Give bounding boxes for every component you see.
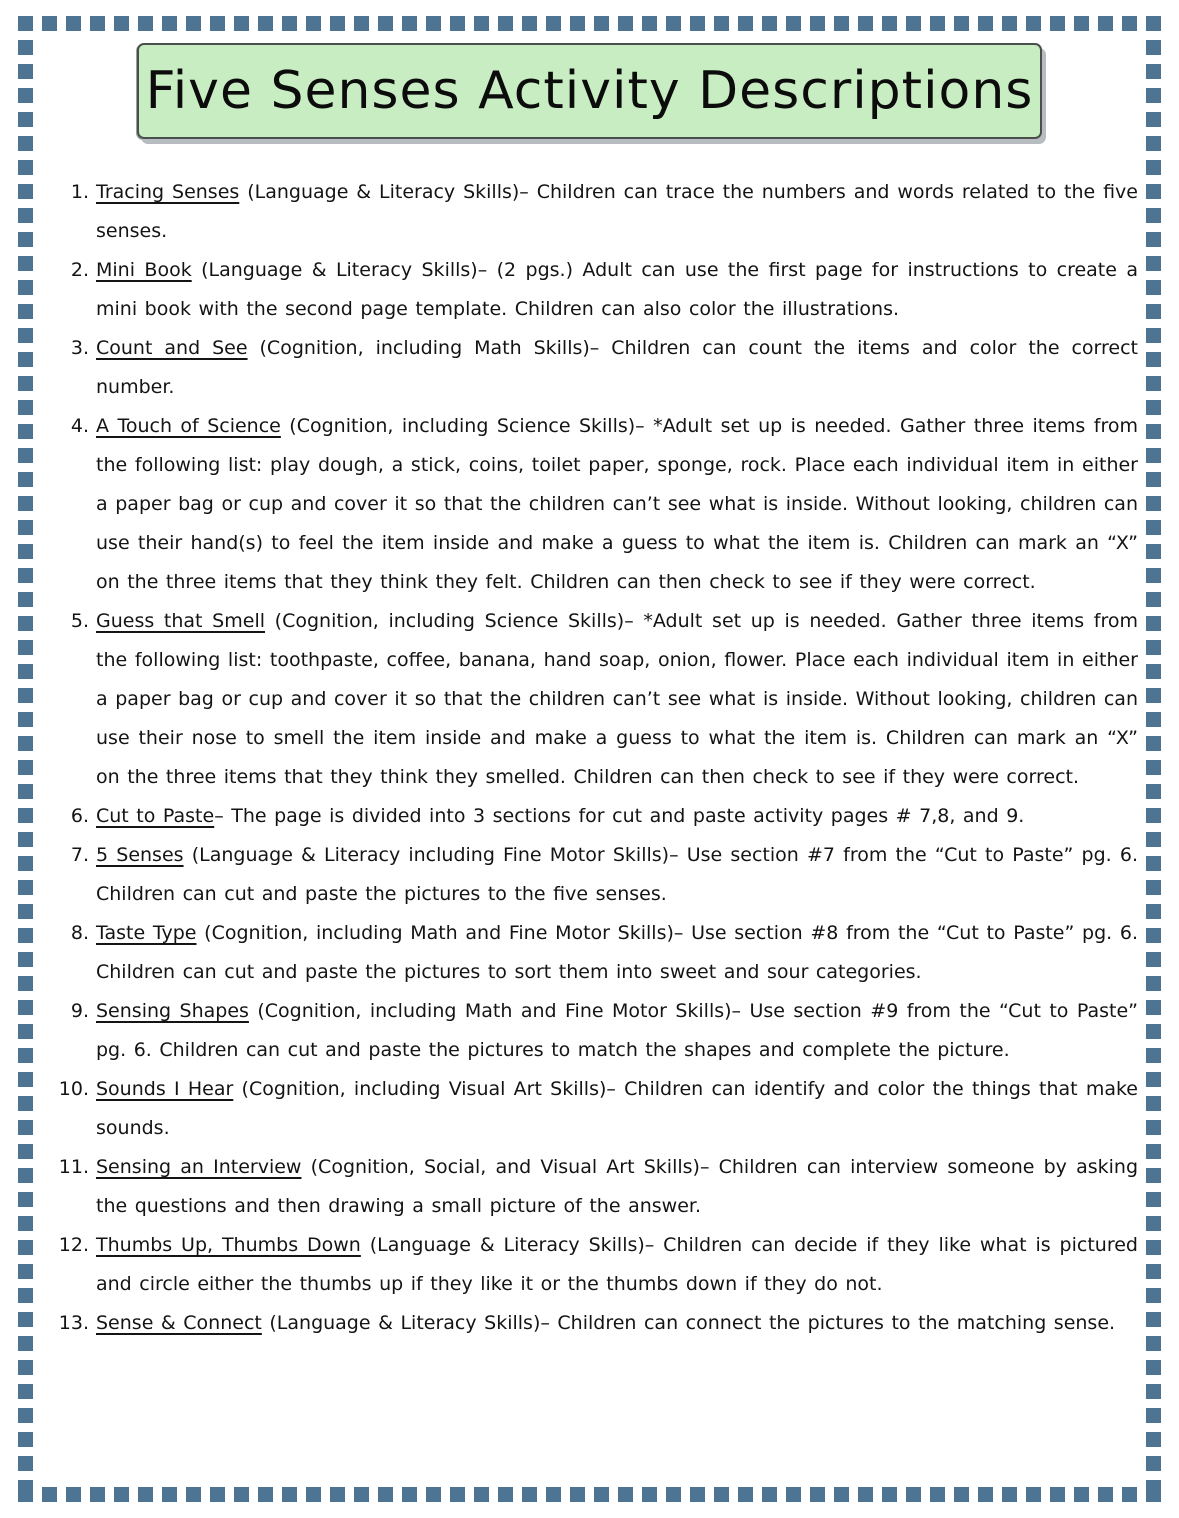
border-pattern-top [18, 16, 1161, 31]
activity-number: 2. [70, 259, 89, 281]
activity-list [33, 173, 1146, 1343]
activity-number: 12. [58, 1234, 89, 1256]
activity-title: Sounds I Hear [96, 1078, 234, 1100]
activity-item [45, 1304, 1138, 1343]
activity-description: (Language & Literacy including Fine Motor Skills)– Use section #7 from the “Cut to Paste” pg. 6. Children can cut and paste the pictures to the five senses. [96, 844, 1138, 905]
activity-item [45, 251, 1138, 329]
activity-item [45, 407, 1138, 602]
activity-title: Thumbs Up, Thumbs Down [96, 1234, 361, 1256]
activity-title: Cut to Paste [96, 805, 215, 827]
activity-text [96, 1304, 1138, 1343]
activity-description: (Language & Literacy Skills)– Children can connect the pictures to the matching sense. [261, 1312, 1116, 1334]
activity-title: Mini Book [96, 259, 192, 281]
activity-title: Tracing Senses [96, 181, 240, 203]
activity-item [45, 329, 1138, 407]
activity-item [45, 173, 1138, 251]
border-pattern-left [18, 16, 33, 1502]
activity-item [45, 1226, 1138, 1304]
page-title: Five Senses Activity Descriptions [145, 61, 1034, 121]
activity-number: 11. [58, 1156, 89, 1178]
activity-number: 8. [70, 922, 89, 944]
activity-description: – The page is divided into 3 sections for cut and paste activity pages # 7,8, and 9. [214, 805, 1025, 827]
activity-item [45, 1148, 1138, 1226]
activity-item [45, 1070, 1138, 1148]
activity-item [45, 836, 1138, 914]
activity-number: 7. [70, 844, 89, 866]
activity-text [96, 329, 1138, 407]
activity-number: 4. [70, 415, 89, 437]
activity-text [96, 914, 1138, 992]
border-pattern-bottom [18, 1487, 1161, 1502]
activity-number: 13. [58, 1312, 89, 1334]
activity-text [96, 251, 1138, 329]
activity-description: (Cognition, including Science Skills)– *Adult set up is needed. Gather three items from the following list: toothpaste, coffee, banana, hand soap, onion, flower. Place each individual item in either a paper bag or cup and cover it so that the children can’t see what is inside. Without looking, children can use their nose to smell the item inside and make a guess to what the item is. Children can mark an “X” on the three items that they think they smelled. Children can then check to see if they were correct. [96, 610, 1138, 788]
activity-description: (Language & Literacy Skills)– Children can trace the numbers and words related to the five senses. [96, 181, 1138, 242]
activity-number: 3. [70, 337, 89, 359]
activity-text [96, 1226, 1138, 1304]
activity-description: (Cognition, including Visual Art Skills)– Children can identify and color the things that make sounds. [96, 1078, 1139, 1139]
activity-item [45, 602, 1138, 797]
activity-title: Sense & Connect [96, 1312, 262, 1334]
activity-description: (Language & Literacy Skills)– (2 pgs.) Adult can use the first page for instructions to create a mini book with the second page template. Children can also color the illustrations. [96, 259, 1138, 320]
activity-title: Count and See [96, 337, 248, 359]
activity-item [45, 797, 1138, 836]
activity-description: (Cognition, including Science Skills)– *Adult set up is needed. Gather three items from the following list: play dough, a stick, coins, toilet paper, sponge, rock. Place each individual item in either a paper bag or cup and cover it so that the children can’t see what is inside. Without looking, children can use their hand(s) to feel the item inside and make a guess to what the item is. Children can mark an “X” on the three items that they think they felt. Children can then check to see if they were correct. [96, 415, 1138, 593]
activity-title: Taste Type [96, 922, 197, 944]
activity-text [96, 992, 1138, 1070]
activity-number: 9. [70, 1000, 89, 1022]
activity-number: 5. [70, 610, 89, 632]
page-content [33, 33, 1146, 1485]
activity-text [96, 1148, 1138, 1226]
activity-title: Sensing Shapes [96, 1000, 249, 1022]
activity-title: A Touch of Science [96, 415, 281, 437]
activity-item [45, 914, 1138, 992]
activity-title: Guess that Smell [96, 610, 265, 632]
activity-description: (Cognition, including Math Skills)– Children can count the items and color the correct number. [96, 337, 1138, 398]
activity-text [96, 797, 1138, 836]
activity-description: (Cognition, Social, and Visual Art Skills)– Children can interview someone by asking the questions and then drawing a small picture of the answer. [96, 1156, 1139, 1217]
activity-text [96, 173, 1138, 251]
activity-number: 6. [70, 805, 89, 827]
activity-description: (Cognition, including Math and Fine Motor Skills)– Use section #8 from the “Cut to Paste” pg. 6. Children can cut and paste the pictures to sort them into sweet and sour categories. [96, 922, 1139, 983]
activity-number: 1. [70, 181, 89, 203]
title-banner [137, 43, 1042, 139]
activity-description: (Cognition, including Math and Fine Motor Skills)– Use section #9 from the “Cut to Paste” pg. 6. Children can cut and paste the pictures to match the shapes and complete the picture. [96, 1000, 1138, 1061]
activity-number: 10. [58, 1078, 89, 1100]
activity-description: (Language & Literacy Skills)– Children can decide if they like what is pictured and circle either the thumbs up if they like it or the thumbs down if they do not. [96, 1234, 1138, 1295]
activity-text [96, 1070, 1138, 1148]
border-pattern-right [1146, 16, 1161, 1502]
activity-title: Sensing an Interview [96, 1156, 302, 1178]
activity-text [96, 407, 1138, 602]
activity-item [45, 992, 1138, 1070]
activity-text [96, 836, 1138, 914]
activity-title: 5 Senses [96, 844, 184, 866]
activity-text [96, 602, 1138, 797]
